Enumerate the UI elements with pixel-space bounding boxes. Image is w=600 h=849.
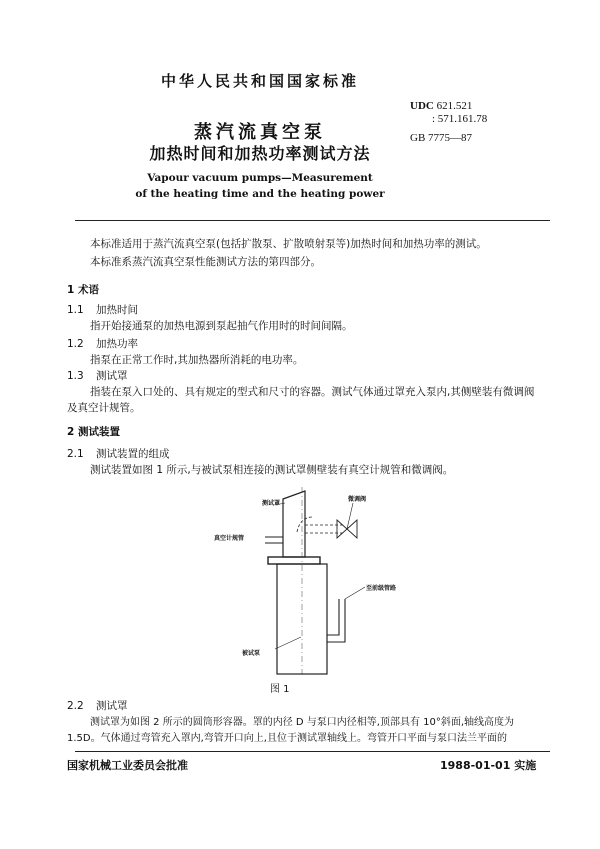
item-1-3-number: 1.3 bbox=[67, 370, 84, 382]
label-to-forepump: 至前级管路 bbox=[366, 585, 397, 592]
pump-flange bbox=[268, 557, 320, 564]
item-2-2-title: 测试罩 bbox=[96, 700, 128, 712]
item-1-2-number: 1.2 bbox=[67, 338, 84, 350]
item-2-1-number: 2.1 bbox=[67, 448, 84, 460]
figure-1-diagram bbox=[205, 487, 395, 677]
udc-code bbox=[410, 100, 487, 126]
item-1-1-number: 1.1 bbox=[67, 304, 84, 316]
fine-valve-leader bbox=[347, 503, 353, 529]
intro-line2: 本标准系蒸汽流真空泵性能测试方法的第四部分。 bbox=[90, 256, 321, 268]
fine-valve-symbol-left bbox=[337, 520, 347, 538]
item-2-1-title: 测试装置的组成 bbox=[96, 448, 170, 460]
pump-leader bbox=[275, 637, 301, 649]
implementation-date: 1988-01-01 实施 bbox=[440, 759, 537, 772]
item-1-3-text: 指装在泵入口处的、具有规定的型式和尺寸的容器。测试气体通过罩充入泵内,其侧壁装有微调阀 bbox=[90, 386, 535, 398]
item-1-2-text: 指泵在正常工作时,其加热器所消耗的电功率。 bbox=[90, 354, 304, 366]
approver-text: 国家机械工业委员会批准 bbox=[67, 759, 188, 772]
title-cn-line1: 蒸汽流真空泵 bbox=[194, 122, 326, 143]
udc-line2: : 571.161.78 bbox=[432, 113, 488, 125]
item-2-2-text2: 1.5D。气体通过弯管充入罩内,弯管开口向上,且位于测试罩轴线上。弯管开口平面与泵口法兰平面的 bbox=[67, 733, 507, 744]
item-2-1-text: 测试装置如图 1 所示,与被试泵相连接的测试罩侧壁装有真空计规管和微调阀。 bbox=[90, 464, 454, 476]
label-pump-under-test: 被试泵 bbox=[242, 650, 261, 657]
udc-line1: 621.521 bbox=[436, 100, 473, 112]
item-1-2-title: 加热功率 bbox=[96, 338, 138, 350]
gb-number: GB 7775—87 bbox=[410, 132, 473, 144]
intro-line1: 本标准适用于蒸汽流真空泵(包括扩散泵、扩散喷射泵等)加热时间和加热功率的测试。 bbox=[90, 238, 487, 250]
item-1-1-text: 指开始接通泵的加热电源到泵起抽气作用时的时间间隔。 bbox=[90, 320, 353, 332]
figure-1-caption: 图 1 bbox=[270, 684, 290, 695]
title-cn-line2: 加热时间和加热功率测试方法 bbox=[149, 144, 371, 163]
fore-line-pipe bbox=[327, 599, 345, 642]
national-standard-heading: 中华人民共和国国家标准 bbox=[160, 72, 359, 90]
item-1-3-title: 测试罩 bbox=[96, 370, 128, 382]
title-en-line1: Vapour vacuum pumps—Measurement bbox=[147, 172, 373, 184]
bottom-divider bbox=[75, 751, 550, 752]
section2-heading: 2 测试装置 bbox=[67, 426, 120, 438]
title-en-line2: of the heating time and the heating power bbox=[135, 188, 385, 200]
label-test-cover: 测试罩 bbox=[262, 500, 281, 507]
top-divider bbox=[75, 220, 550, 221]
udc-label: UDC bbox=[410, 100, 434, 112]
item-2-2-text1: 测试罩为如图 2 所示的圆筒形容器。罩的内径 D 与泵口内径相等,顶部具有 10°斜面,轴线高度为 bbox=[90, 717, 515, 728]
item-1-3-text-cont: 及真空计规管。 bbox=[67, 402, 141, 414]
section1-heading: 1 术语 bbox=[67, 284, 99, 296]
item-1-1-title: 加热时间 bbox=[96, 304, 138, 316]
item-2-2-number: 2.2 bbox=[67, 700, 84, 712]
test-cover-shape bbox=[283, 491, 305, 557]
fore-line-leader bbox=[345, 587, 365, 599]
label-fine-valve: 微调阀 bbox=[348, 496, 367, 503]
label-gauge-tube: 真空计规管 bbox=[214, 535, 245, 542]
